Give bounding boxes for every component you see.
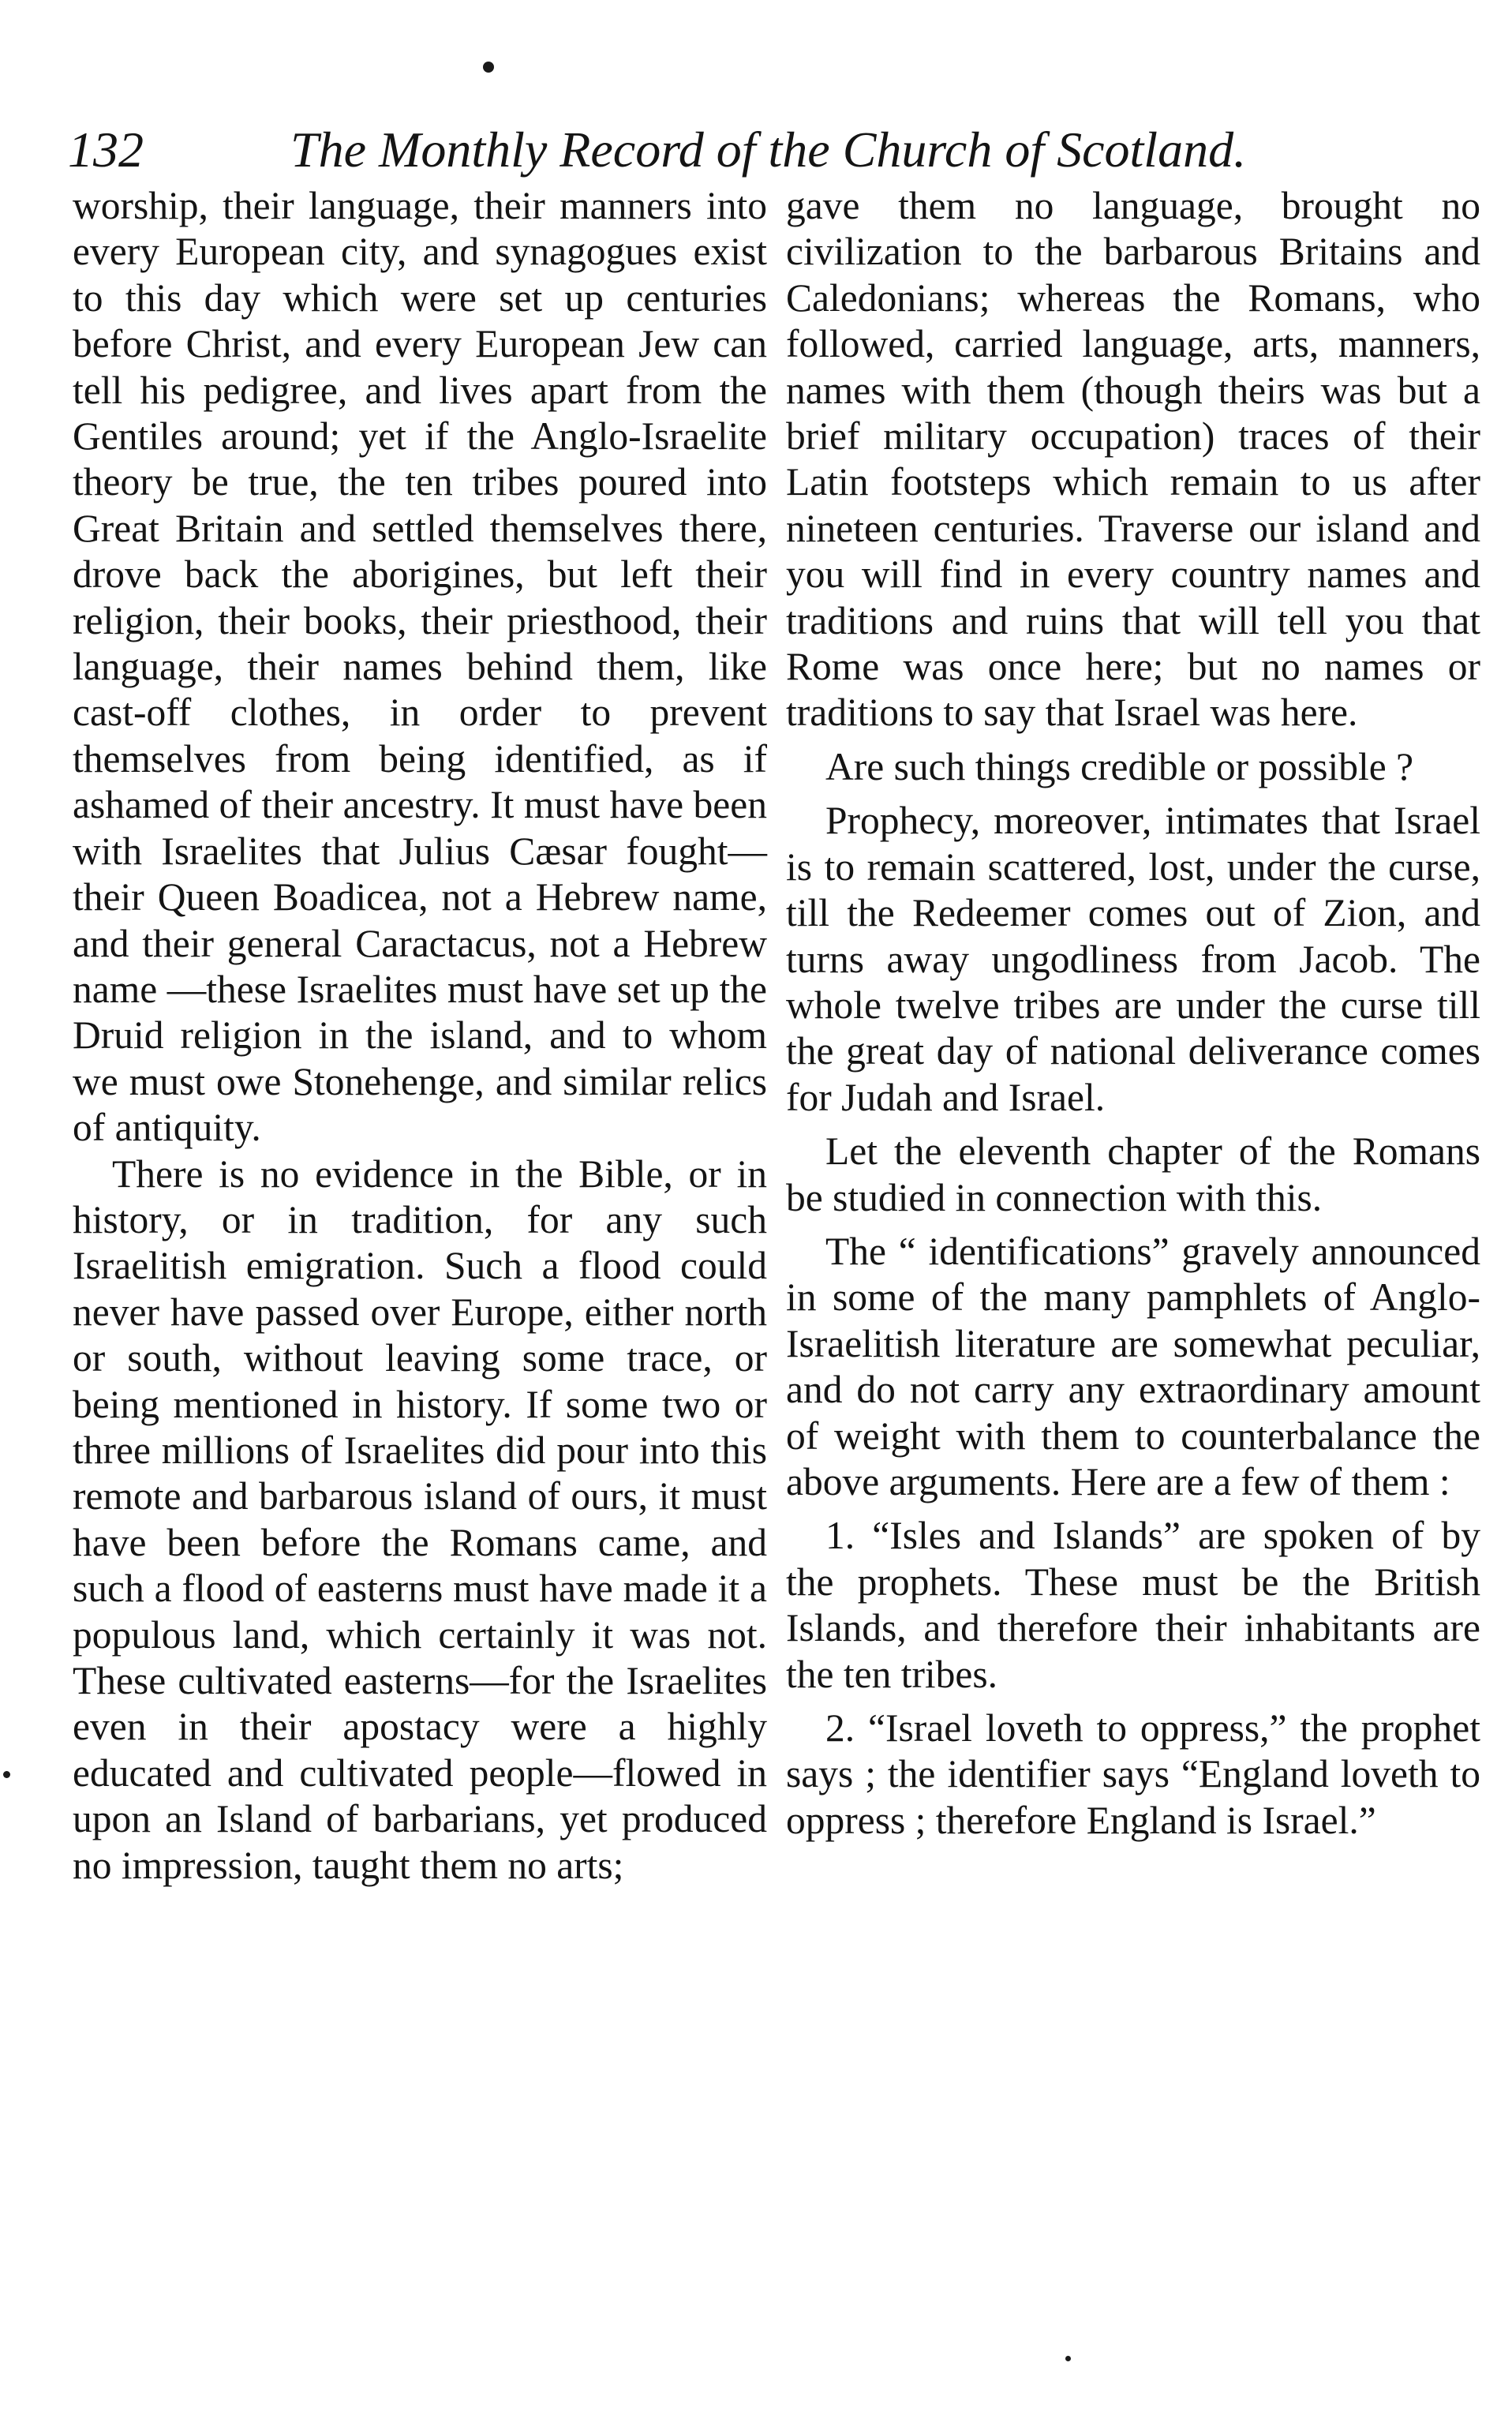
- paragraph: Let the eleventh chapter of the Romans be studied in connection with this.: [786, 1129, 1480, 1219]
- running-head: [68, 112, 1488, 188]
- ink-speck: [3, 1771, 10, 1778]
- paragraph: The “ identifications” gravely announced in some of the many pamphlets of Anglo-Israelitish literature are somewhat peculiar, and do not carry any extraordinary amount of weight with them to counterbalance the above arguments. Here are a few of them :: [786, 1229, 1480, 1503]
- right-column: [786, 183, 1480, 1844]
- numbered-paragraph: 2. “Israel loveth to oppress,” the prophet says ; the identifier says “England loveth to oppress ; therefore England is Israel.”: [786, 1706, 1480, 1842]
- paragraph: Are such things credible or possible ?: [825, 744, 1414, 788]
- ink-speck: [1065, 2356, 1071, 2361]
- numbered-paragraph: 1. “Isles and Islands” are spoken of by the prophets. These must be the British Islands, and therefore their inhabitants are the ten tribes.: [786, 1514, 1480, 1696]
- paragraph: Prophecy, moreover, intimates that Israel is to remain scattered, lost, under the curse, till the Redeemer comes out of Zion, and turns away ungodliness from Jacob. The whole twelve tribes are under the curse till the great day of national deliverance comes for Judah and Israel.: [786, 799, 1480, 1119]
- journal-title: The Monthly Record of the Church of Scotland.: [290, 122, 1247, 178]
- paragraph: gave them no language, brought no civilization to the barbarous Britains and Caledonians; whereas the Romans, who followed, carried language, arts, manners, names with them (though theirs was but a brief military occupation) traces of their Latin footsteps which remain to us after nineteen centuries. Traverse our island and you will find in every country names and traditions and ruins that will tell you that Rome was once here; but no names or traditions to say that Israel was here.: [786, 184, 1480, 735]
- paragraph: worship, their language, their manners into every European city, and synagogues exist to this day which were set up centuries before Christ, and every European Jew can tell his pedigree, and lives apart from the Gentiles around; yet if the Anglo-Israelite theory be true, the ten tribes poured into Great Britain and settled themselves there, drove back the aborigines, but left their religion, their books, their priesthood, their language, their names behind them, like cast-off clothes, in order to prevent themselves from being identified, as if ashamed of their ancestry. It must have been with Israelites that Julius Cæsar fought—their Queen Boadicea, not a Hebrew name, and their general Caractacus, not a Hebrew name —these Israelites must have set up the Druid religion in the island, and to whom we must owe Stonehenge, and similar relics of antiquity.: [73, 184, 767, 1150]
- page-number: 132: [68, 122, 144, 178]
- ink-speck: [483, 62, 494, 73]
- paragraph: There is no evidence in the Bible, or in history, or in tradition, for any such Israelitish emigration. Such a flood could never have passed over Europe, either north or south, without leaving some trace, or being mentioned in history. If some two or three millions of Israelites did pour into this remote and barbarous island of ours, it must have been before the Romans came, and such a flood of easterns must have made it a populous land, which certainly it was not. These cultivated easterns—for the Israelites even in their apostacy were a highly educated and cultivated people—flowed in upon an Island of barbarians, yet produced no impression, taught them no arts;: [73, 1151, 767, 1887]
- left-column: [73, 183, 767, 1889]
